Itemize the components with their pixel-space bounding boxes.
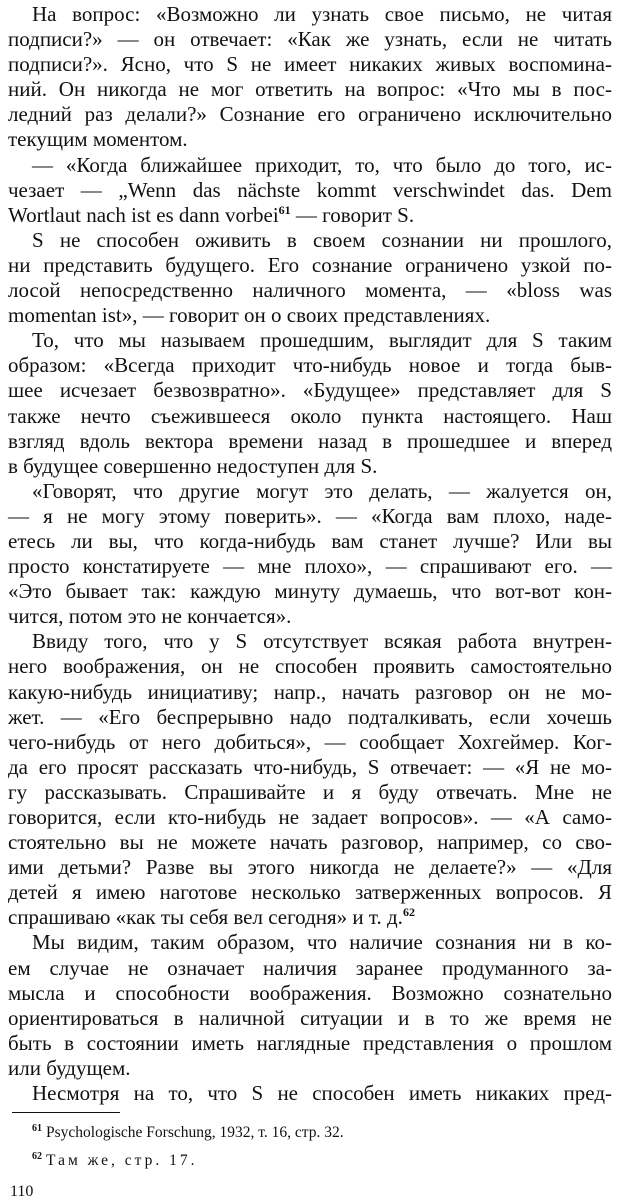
line-text: чится, потом это не кончается».	[8, 604, 292, 629]
line-text: «Говорят, что другие могут это делать, — жалуется он,	[32, 478, 612, 503]
line-text: ориентироваться в наличной ситуации и в то же время не	[8, 1005, 612, 1030]
text-line	[8, 880, 612, 905]
text-line	[8, 529, 612, 554]
line-text: какую-нибудь инициативу; напр., начать разговор он не мо-	[8, 679, 612, 704]
text-line	[8, 830, 612, 855]
line-text: взгляд вдоль вектора времени назад в прошедшее и вперед	[8, 428, 612, 453]
footnote-mark: 61	[32, 1123, 42, 1135]
text-line	[8, 203, 612, 228]
footnote	[8, 1145, 612, 1173]
text-line	[8, 353, 612, 378]
text-line	[8, 905, 612, 930]
line-text: На вопрос: «Возможно ли узнать свое письмо, не читая	[32, 2, 612, 26]
line-text: Ввиду того, что у S отсутствует всякая работа внутрен-	[32, 629, 612, 654]
text-line	[8, 102, 612, 127]
footnote-text: Psychologische Forschung, 1932, т. 16, стр. 32.	[46, 1124, 344, 1142]
line-text: «Это бывает так: каждую минуту думаешь, что вот-вот кон-	[8, 579, 612, 604]
line-text: ни представить будущего. Его сознание ограничено узкой по-	[8, 252, 612, 277]
footnote-divider	[12, 1112, 120, 1113]
line-text: ний. Он никогда не мог ответить на вопрос: «Что мы в пос-	[8, 77, 612, 102]
text-line	[8, 604, 612, 629]
text-line	[8, 629, 612, 654]
text-line	[8, 554, 612, 579]
line-text: подписи?» — он отвечает: «Как же узнать, если не читать	[8, 27, 612, 52]
text-line	[8, 278, 612, 303]
text-line	[8, 805, 612, 830]
line-text: чезает — „Wenn das nächste kommt verschwindet das. Dem	[8, 177, 612, 202]
text-line	[8, 654, 612, 679]
line-text: лосой непосредственно наличного момента, — «bloss was	[8, 278, 612, 303]
footnote-reference: 61	[278, 202, 291, 217]
line-text: — «Когда ближайшее приходит, то, что было до того, ис-	[32, 152, 612, 177]
text-line	[8, 504, 612, 529]
line-text: momentan ist», — говорит он о своих представлениях.	[8, 303, 491, 328]
text-line	[8, 1056, 612, 1081]
text-line	[8, 855, 612, 880]
footnote	[8, 1117, 612, 1145]
line-text: — я не могу этому поверить». — «Когда вам плохо, наде-	[8, 503, 612, 528]
text-line	[8, 1031, 612, 1056]
line-text: детей я имею наготове несколько затверженных вопросов. Я	[8, 880, 612, 905]
text-line	[8, 404, 612, 429]
text-line	[8, 429, 612, 454]
text-line	[8, 253, 612, 278]
text-line	[8, 178, 612, 203]
text-line	[8, 27, 612, 52]
line-text: говорится, если кто-нибудь не задает вопросов». — «А само-	[8, 805, 612, 829]
line-text: мысла и способности воображения. Возможно сознательно	[8, 980, 612, 1005]
line-text: просто констатируете — мне плохо», — спрашивают его. —	[8, 554, 612, 579]
text-line	[8, 956, 612, 981]
text-line	[8, 153, 612, 178]
text-line	[8, 1006, 612, 1031]
text-line	[8, 228, 612, 253]
footnote-text: Там же, стр. 17.	[46, 1152, 198, 1170]
line-text: ем случае не означает наличия заранее продуманного за-	[8, 955, 612, 980]
line-text: етесь ли вы, что когда-нибудь вам станет лучше? Или вы	[8, 528, 612, 553]
line-text: также нечто съежившееся около пункта настоящего. Наш	[8, 403, 612, 428]
text-line	[8, 2, 612, 27]
page-number: 110	[10, 1183, 34, 1201]
footnote-mark: 62	[32, 1151, 42, 1163]
line-text: быть в состоянии иметь наглядные представления о прошлом	[8, 1030, 612, 1055]
text-line	[8, 579, 612, 604]
line-text: чего-нибудь от него добиться», — сообщает Хохгеймер. Ког-	[8, 729, 612, 754]
text-line	[8, 930, 612, 955]
text-line	[8, 454, 612, 479]
line-text: Мы видим, таким образом, что наличие сознания ни в ко-	[32, 930, 612, 955]
line-text: Несмотря на то, что S не способен иметь никаких пред-	[32, 1081, 612, 1106]
text-line	[8, 328, 612, 353]
line-text: подписи?». Ясно, что S не имеет никаких живых воспомина-	[8, 52, 612, 77]
text-line	[8, 77, 612, 102]
text-line	[8, 780, 612, 805]
text-line	[8, 1081, 612, 1106]
text-line	[8, 680, 612, 705]
text-line	[8, 755, 612, 780]
line-text: да его просят рассказать что-нибудь, S отвечает: — «Я не мо-	[8, 754, 612, 779]
text-line	[8, 981, 612, 1006]
line-text: ледний раз делали?» Сознание его ограничено исключительно	[8, 102, 612, 127]
text-line	[8, 52, 612, 77]
line-text: шее исчезает безвозвратно». «Будущее» представляет для S	[8, 378, 612, 403]
line-text: Wortlaut nach ist es dann vorbei	[8, 202, 279, 227]
text-line	[8, 127, 612, 152]
line-text: или будущем.	[8, 1055, 131, 1080]
line-text: гу рассказывать. Спрашивайте и я буду отвечать. Мне не	[8, 779, 612, 804]
text-line	[8, 303, 612, 328]
text-line	[8, 479, 612, 504]
line-text: То, что мы называем прошедшим, выглядит для S таким	[32, 328, 612, 353]
line-text: ими детьми? Разве вы этого никогда не делаете?» — «Для	[8, 855, 612, 880]
line-text: текущим моментом.	[8, 127, 188, 152]
line-text: стоятельно вы не можете начать разговор, например, со сво-	[8, 830, 612, 855]
footnote-reference: 62	[402, 905, 415, 920]
line-text: S не способен оживить в своем сознании ни прошлого,	[32, 227, 612, 252]
body-text	[8, 2, 612, 1106]
line-text: в будущее совершенно недоступен для S.	[8, 453, 378, 478]
text-line	[8, 705, 612, 730]
line-text: спрашиваю «как ты себя вел сегодня» и т. д.	[8, 905, 403, 930]
text-line	[8, 730, 612, 755]
footnotes	[8, 1117, 612, 1173]
text-line	[8, 378, 612, 403]
line-text: образом: «Всегда приходит что-нибудь новое и тогда быв-	[8, 353, 612, 378]
line-text-continued: — говорит S.	[290, 202, 415, 227]
line-text: него воображения, он не способен проявить самостоятельно	[8, 654, 612, 679]
line-text: жет. — «Его беспрерывно надо подталкивать, если хочешь	[8, 704, 612, 729]
